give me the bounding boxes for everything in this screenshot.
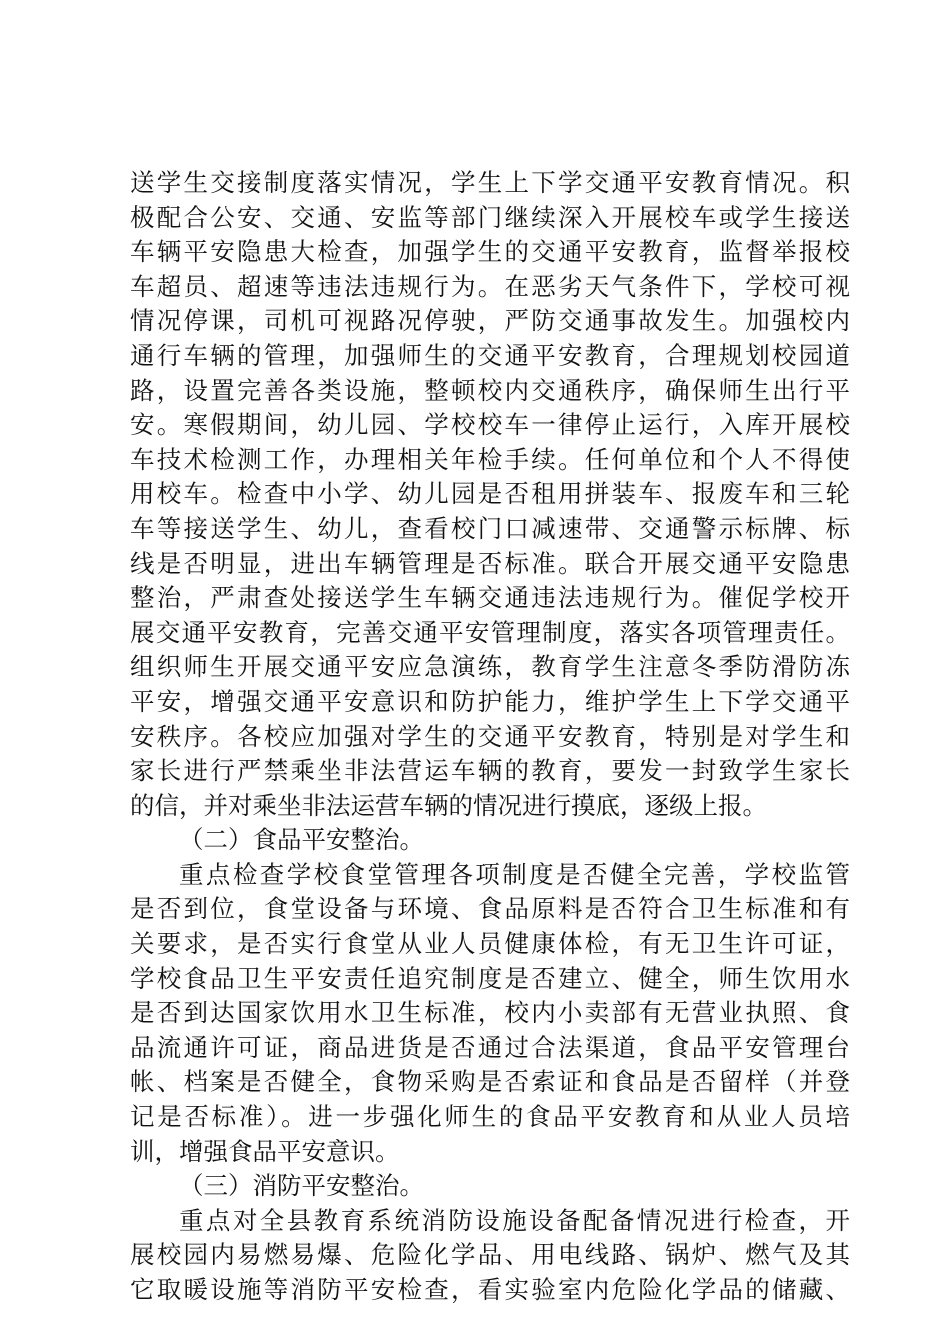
text-line: 车技术检测工作，办理相关年检手续。任何单位和个人不得使 [130,444,850,474]
text-line: 学校食品卫生平安责任追究制度是否建立、健全，师生饮用水 [130,963,850,993]
text-line: 关要求，是否实行食堂从业人员健康体检，有无卫生许可证， [130,929,850,959]
text-line: 展交通平安教育，完善交通平安管理制度，落实各项管理责任。 [130,617,850,647]
text-line: 车超员、超速等违法违规行为。在恶劣天气条件下，学校可视 [130,271,850,301]
section-heading-fire-safety: （三）消防平安整治。 [179,1171,424,1201]
text-line: 线是否明显，进出车辆管理是否标准。联合开展交通平安隐患 [130,548,850,578]
text-line: 训，增强食品平安意识。 [130,1136,400,1166]
document-body [130,166,850,1308]
text-line: 重点检查学校食堂管理各项制度是否健全完善，学校监管 [179,859,850,889]
text-line: 它取暖设施等消防平安检查，看实验室内危险化学品的储藏、 [130,1275,850,1304]
paragraph-food-safety [130,858,850,1169]
text-line: 车辆平安隐患大检查，加强学生的交通平安教育，监督举报校 [130,237,850,267]
text-line: 极配合公安、交通、安监等部门继续深入开展校车或学生接送 [130,202,850,232]
text-line: 情况停课，司机可视路况停驶，严防交通事故发生。加强校内 [130,306,850,336]
text-line: 的信，并对乘坐非法运营车辆的情况进行摸底，逐级上报。 [130,790,767,820]
paragraph-fire-safety [130,1204,850,1308]
text-line: 安秩序。各校应加强对学生的交通平安教育，特别是对学生和 [130,721,850,751]
text-line: 展校园内易燃易爆、危险化学品、用电线路、锅炉、燃气及其 [130,1240,850,1270]
text-line: 安。寒假期间，幼儿园、学校校车一律停止运行，入库开展校 [130,410,850,440]
text-line: 组织师生开展交通平安应急演练，教育学生注意冬季防滑防冻 [130,652,850,682]
text-line: 是否到位，食堂设备与环境、食品原料是否符合卫生标准和有 [130,894,850,924]
text-line: 家长进行严禁乘坐非法营运车辆的教育，要发一封致学生家长 [130,756,850,786]
text-line: 通行车辆的管理，加强师生的交通平安教育，合理规划校园道 [130,340,850,370]
text-line: 是否到达国家饮用水卫生标准，校内小卖部有无营业执照、食 [130,998,850,1028]
text-line: 记是否标准）。进一步强化师生的食品平安教育和从业人员培 [130,1102,850,1132]
text-line: 车等接送学生、幼儿，查看校门口减速带、交通警示标牌、标 [130,513,850,543]
section-heading-food-safety: （二）食品平安整治。 [179,825,424,855]
text-line: 整治，严肃查处接送学生车辆交通违法违规行为。催促学校开 [130,583,850,613]
text-line: 用校车。检查中小学、幼儿园是否租用拼装车、报废车和三轮 [130,479,850,509]
text-line: 帐、档案是否健全，食物采购是否索证和食品是否留样（并登 [130,1067,850,1097]
text-line: 重点对全县教育系统消防设施设备配备情况进行检查，开 [179,1205,850,1235]
paragraph-traffic-safety [130,166,850,823]
text-line: 送学生交接制度落实情况，学生上下学交通平安教育情况。积 [130,168,850,197]
text-line: 品流通许可证，商品进货是否通过合法渠道，食品平安管理台 [130,1032,850,1062]
text-line: 平安，增强交通平安意识和防护能力，维护学生上下学交通平 [130,686,850,716]
text-line: 路，设置完善各类设施，整顿校内交通秩序，确保师生出行平 [130,375,850,405]
